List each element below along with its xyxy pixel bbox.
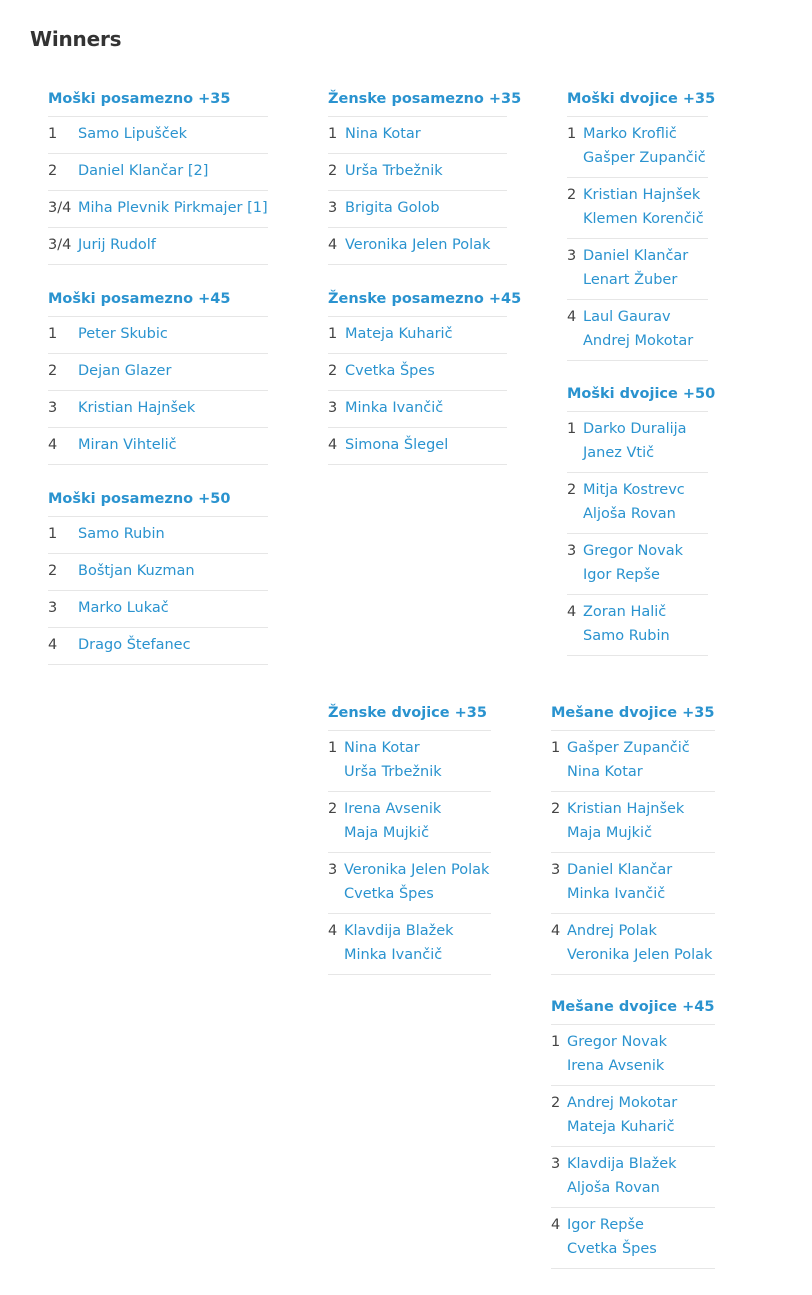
result-row (48, 517, 268, 554)
result-row (328, 914, 491, 975)
player-link[interactable]: Andrej Polak (567, 923, 657, 939)
player-link[interactable]: Lenart Žuber (583, 272, 678, 288)
player-names (78, 122, 187, 146)
player-link[interactable]: Veronika Jelen Polak (567, 947, 713, 963)
player-link[interactable]: Minka Ivančič (567, 886, 666, 902)
player-link[interactable]: Peter Skubic (78, 326, 168, 342)
results-list (551, 1024, 715, 1269)
player-link[interactable]: Cvetka Špes (344, 886, 434, 902)
rank-label: 2 (328, 363, 338, 379)
player-link[interactable]: Klavdija Blažek (567, 1156, 677, 1172)
player-link[interactable]: Igor Repše (567, 1217, 644, 1233)
player-link[interactable]: Nina Kotar (345, 126, 421, 142)
player-link[interactable]: Urša Trbežnik (345, 163, 443, 179)
result-row (567, 595, 708, 656)
result-row (567, 534, 708, 595)
player-link[interactable]: Samo Rubin (583, 628, 670, 644)
player-names (583, 244, 688, 292)
result-row (567, 178, 708, 239)
player-names (567, 1030, 667, 1078)
rank-label: 3 (328, 862, 338, 878)
rank-label: 4 (48, 637, 58, 653)
player-link[interactable]: Nina Kotar (344, 740, 420, 756)
player-names (583, 478, 685, 526)
player-link[interactable]: Simona Šlegel (345, 437, 449, 453)
result-row (48, 591, 268, 628)
player-names (567, 736, 690, 784)
player-link[interactable]: Irena Avsenik (567, 1058, 665, 1074)
player-names (78, 633, 191, 657)
section-title: Mešane dvojice +35 (551, 705, 715, 721)
section-mens-singles-50 (48, 488, 268, 665)
section-womens-doubles-35 (328, 702, 491, 975)
player-link[interactable]: Daniel Klančar [2] (78, 163, 209, 179)
player-link[interactable]: Maja Mujkič (344, 825, 430, 841)
section-womens-singles-35 (328, 88, 522, 265)
player-names (78, 559, 195, 583)
section-title: Ženske dvojice +35 (328, 705, 487, 721)
player-names (345, 159, 443, 183)
rank-label: 1 (551, 740, 561, 756)
rank-label: 3 (48, 600, 58, 616)
result-row (48, 554, 268, 591)
player-names (344, 736, 442, 784)
rank-label: 4 (567, 604, 577, 620)
section-mens-doubles-50 (567, 383, 716, 656)
section-title: Moški posamezno +35 (48, 91, 231, 107)
player-link[interactable]: Drago Štefanec (78, 637, 191, 653)
section-title: Moški dvojice +35 (567, 91, 716, 107)
result-row (328, 792, 491, 853)
player-names (78, 522, 165, 546)
rank-label: 3 (567, 543, 577, 559)
player-link[interactable]: Marko Kroflič (583, 126, 677, 142)
player-names (344, 858, 489, 906)
player-link[interactable]: Klemen Korenčič (583, 211, 704, 227)
player-link[interactable]: Cvetka Špes (345, 363, 435, 379)
result-row (551, 914, 715, 975)
player-names (78, 233, 156, 257)
rank-label: 1 (551, 1034, 561, 1050)
section-title: Moški dvojice +50 (567, 386, 716, 402)
player-names (583, 417, 687, 465)
player-link[interactable]: Laul Gaurav (583, 309, 671, 325)
rank-label: 4 (48, 437, 58, 453)
rank-label: 3 (328, 200, 338, 216)
result-row (567, 117, 708, 178)
player-link[interactable]: Kristian Hajnšek (583, 187, 701, 203)
section-mens-doubles-35 (567, 88, 716, 361)
result-row (567, 473, 708, 534)
result-row (48, 628, 268, 665)
result-row (328, 228, 507, 265)
player-names (583, 539, 683, 587)
player-link[interactable]: Urša Trbežnik (344, 764, 442, 780)
player-link[interactable]: Boštjan Kuzman (78, 563, 195, 579)
section-mixed-doubles-45 (551, 996, 715, 1269)
player-names (567, 797, 684, 845)
result-row (567, 300, 708, 361)
player-link[interactable]: Andrej Mokotar (567, 1095, 678, 1111)
section-womens-singles-45 (328, 288, 522, 465)
rank-label: 3 (328, 400, 338, 416)
player-link[interactable]: Andrej Mokotar (583, 333, 694, 349)
player-link[interactable]: Samo Rubin (78, 526, 165, 542)
rank-label: 3 (48, 400, 58, 416)
player-link[interactable]: Samo Lipušček (78, 126, 188, 142)
player-link[interactable]: Marko Lukač (78, 600, 169, 616)
rank-label: 4 (551, 923, 561, 939)
player-link[interactable]: Zoran Halič (583, 604, 667, 620)
player-link[interactable]: Miran Vihtelič (78, 437, 177, 453)
rank-label: 1 (328, 126, 338, 142)
rank-label: 1 (328, 326, 338, 342)
player-link[interactable]: Gašper Zupančič (567, 740, 690, 756)
result-row (328, 428, 507, 465)
result-row (48, 391, 268, 428)
result-row (567, 239, 708, 300)
section-title: Moški posamezno +50 (48, 491, 231, 507)
rank-label: 1 (48, 326, 58, 342)
player-names (567, 1213, 657, 1261)
result-row (328, 354, 507, 391)
player-link[interactable]: Kristian Hajnšek (567, 801, 685, 817)
rank-label: 1 (328, 740, 338, 756)
section-title: Ženske posamezno +35 (328, 91, 522, 107)
player-names (78, 359, 171, 383)
player-names (78, 322, 168, 346)
result-row (567, 412, 708, 473)
section-mens-singles-45 (48, 288, 268, 465)
result-row (328, 154, 507, 191)
player-link[interactable]: Minka Ivančič (344, 947, 443, 963)
result-row (551, 1147, 715, 1208)
rank-label: 4 (328, 923, 338, 939)
player-link[interactable]: Mateja Kuharič (345, 326, 453, 342)
player-link[interactable]: Minka Ivančič (345, 400, 444, 416)
rank-label: 2 (48, 163, 58, 179)
player-names (583, 305, 693, 353)
player-link[interactable]: Kristian Hajnšek (78, 400, 196, 416)
results-list (48, 516, 268, 665)
rank-label: 4 (328, 237, 338, 253)
player-names (78, 433, 177, 457)
result-row (551, 1025, 715, 1086)
player-names (567, 1091, 677, 1139)
player-names (344, 919, 454, 967)
player-link[interactable]: Aljoša Rovan (567, 1180, 660, 1196)
rank-label: 2 (328, 801, 338, 817)
rank-label: 2 (328, 163, 338, 179)
player-link[interactable]: Veronika Jelen Polak (344, 862, 490, 878)
player-link[interactable]: Jurij Rudolf (78, 237, 156, 253)
section-title: Mešane dvojice +45 (551, 999, 715, 1015)
rank-label: 2 (551, 1095, 561, 1111)
rank-label: 4 (551, 1217, 561, 1233)
results-list (328, 730, 491, 975)
result-row (48, 354, 268, 391)
player-link[interactable]: Veronika Jelen Polak (345, 237, 491, 253)
player-names (78, 159, 208, 183)
result-row (48, 191, 268, 228)
section-mens-singles-35 (48, 88, 268, 265)
results-list (328, 116, 507, 265)
player-names (345, 122, 421, 146)
result-row (328, 317, 507, 354)
result-row (551, 731, 715, 792)
player-link[interactable]: Mitja Kostrevc (583, 482, 685, 498)
rank-label: 1 (567, 421, 577, 437)
results-list (48, 316, 268, 465)
player-names (78, 596, 169, 620)
player-names (567, 1152, 677, 1200)
result-row (48, 117, 268, 154)
player-link[interactable]: Nina Kotar (567, 764, 643, 780)
player-names (567, 919, 712, 967)
rank-label: 2 (48, 563, 58, 579)
rank-label: 1 (48, 126, 58, 142)
results-list (48, 116, 268, 265)
player-link[interactable]: Daniel Klančar (583, 248, 689, 264)
player-link[interactable]: Gašper Zupančič (583, 150, 706, 166)
player-names (344, 797, 441, 845)
result-row (328, 191, 507, 228)
results-list (551, 730, 715, 975)
player-link[interactable]: Cvetka Špes (567, 1241, 657, 1257)
result-row (551, 1208, 715, 1269)
result-row (48, 428, 268, 465)
rank-label: 3/4 (48, 200, 72, 216)
rank-label: 4 (567, 309, 577, 325)
results-list (567, 411, 708, 656)
rank-label: 3 (551, 862, 561, 878)
rank-label: 4 (328, 437, 338, 453)
player-link[interactable]: Aljoša Rovan (583, 506, 676, 522)
player-names (583, 122, 706, 170)
player-names (345, 433, 448, 457)
page-title: Winners (30, 27, 122, 51)
player-names (567, 858, 672, 906)
rank-label: 2 (567, 187, 577, 203)
results-list (567, 116, 708, 361)
player-names (345, 322, 453, 346)
result-row (328, 853, 491, 914)
player-link[interactable]: Dejan Glazer (78, 363, 172, 379)
result-row (551, 853, 715, 914)
player-names (345, 196, 440, 220)
section-title: Moški posamezno +45 (48, 291, 231, 307)
player-link[interactable]: Maja Mujkič (567, 825, 653, 841)
result-row (328, 391, 507, 428)
result-row (48, 154, 268, 191)
result-row (551, 792, 715, 853)
rank-label: 3/4 (48, 237, 72, 253)
player-names (345, 233, 490, 257)
player-names (583, 183, 704, 231)
section-title: Ženske posamezno +45 (328, 291, 522, 307)
player-link[interactable]: Gregor Novak (583, 543, 684, 559)
player-link[interactable]: Brigita Golob (345, 200, 440, 216)
player-names (345, 359, 435, 383)
player-link[interactable]: Darko Duralija (583, 421, 687, 437)
result-row (328, 731, 491, 792)
player-names (78, 396, 195, 420)
rank-label: 2 (567, 482, 577, 498)
section-mixed-doubles-35 (551, 702, 715, 975)
result-row (328, 117, 507, 154)
player-names (583, 600, 670, 648)
player-link[interactable]: Daniel Klančar (567, 862, 673, 878)
result-row (551, 1086, 715, 1147)
results-list (328, 316, 507, 465)
rank-label: 2 (551, 801, 561, 817)
player-link[interactable]: Klavdija Blažek (344, 923, 454, 939)
rank-label: 3 (551, 1156, 561, 1172)
player-link[interactable]: Janez Vtič (583, 445, 655, 461)
rank-label: 3 (567, 248, 577, 264)
player-link[interactable]: Igor Repše (583, 567, 660, 583)
player-link[interactable]: Miha Plevnik Pirkmajer [1] (78, 200, 268, 216)
result-row (48, 317, 268, 354)
player-link[interactable]: Mateja Kuharič (567, 1119, 675, 1135)
rank-label: 1 (48, 526, 58, 542)
player-link[interactable]: Irena Avsenik (344, 801, 442, 817)
result-row (48, 228, 268, 265)
rank-label: 2 (48, 363, 58, 379)
player-names (78, 196, 268, 220)
player-names (345, 396, 443, 420)
player-link[interactable]: Gregor Novak (567, 1034, 668, 1050)
rank-label: 1 (567, 126, 577, 142)
